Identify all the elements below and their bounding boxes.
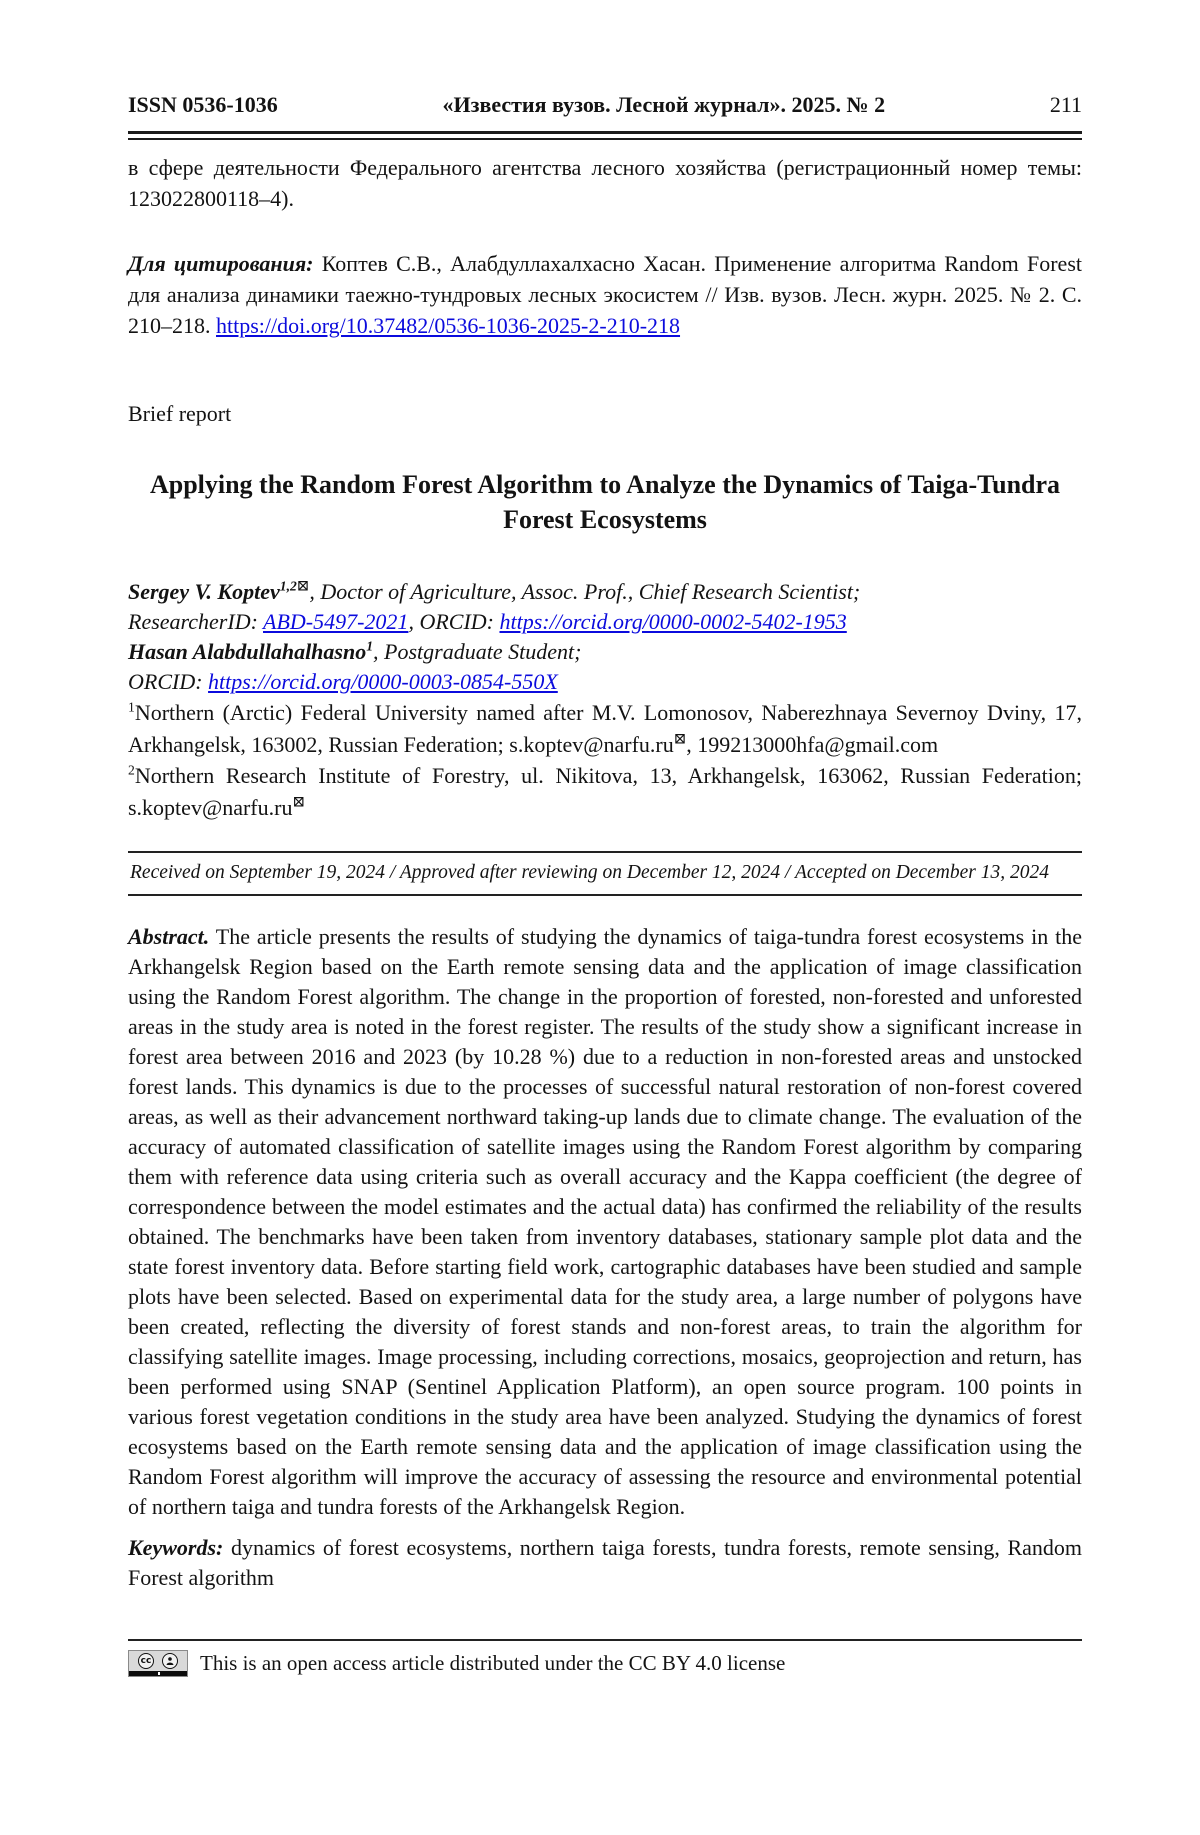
license-text: This is an open access article distributed under the CC BY 4.0 license (200, 1651, 786, 1675)
authors-block (128, 577, 1082, 697)
license-row (128, 1650, 1082, 1677)
keywords-text: dynamics of forest ecosystems, northern taiga forests, tundra forests, remote sensing, Random Forest algorithm (128, 1535, 1082, 1590)
report-type-label: Brief report (128, 401, 232, 426)
author-affil-sup-koptev: 1,2 (279, 578, 297, 594)
dates-block (128, 851, 1082, 896)
citation-paragraph (128, 248, 1082, 341)
orcid-label-hasan: ORCID: (128, 669, 209, 694)
abstract-label: Abstract. (128, 924, 210, 949)
cc-by-badge[interactable] (128, 1650, 188, 1677)
affiliation-1-sup: 1 (128, 699, 135, 715)
author-line-hasan (128, 637, 1082, 667)
funding-continuation-text: в сфере деятельности Федерального агентства лесного хозяйства (регистрационный номер темы: 123022800118–4). (128, 155, 1082, 211)
author-role-koptev: , Doctor of Agriculture, Assoc. Prof., Chief Research Scientist; (309, 579, 861, 604)
affiliation-2-sup: 2 (128, 762, 135, 778)
envelope-icon: ⊠ (292, 794, 305, 811)
affiliation-2 (128, 760, 1082, 823)
author-name-koptev: Sergey V. Koptev (128, 579, 280, 604)
author-line-koptev (128, 577, 1082, 607)
cc-icon: cc (138, 1653, 154, 1669)
abstract-paragraph (128, 922, 1082, 1522)
affiliation-1-tail: , 199213000hfa@gmail.com (686, 731, 939, 757)
doi-link[interactable]: https://doi.org/10.37482/0536-1036-2025-2-210-218 (216, 313, 681, 338)
abstract-text: The article presents the results of studying the dynamics of taiga-tundra forest ecosystems in the Arkhangelsk Region based on the Earth remote sensing data and the application of image classification using the Random Forest algorithm. The change in the proportion of forested, non-forested and unforested areas in the study area is noted in the forest register. The results of the study show a significant increase in forest area between 2016 and 2023 (by 10.28 %) due to a reduction in non-forested areas and unstocked forest lands. This dynamics is due to the processes of successful natural restoration of non-forest covered areas, as well as their advancement northward taking-up lands due to climate change. The evaluation of the accuracy of automated classification of satellite images using the Random Forest algorithm by comparing them with reference data using criteria such as overall accuracy and the Kappa coefficient (the degree of correspondence between the model estimates and the actual data) has confirmed the reliability of the results obtained. The benchmarks have been taken from inventory databases, stationary sample plot data and the state forest inventory data. Before starting field work, cartographic databases have been studied and sample plots have been selected. Based on experimental data for the study area, a large number of polygons have been created, reflecting the diversity of forest stands and non-forest areas, to train the algorithm for classifying satellite images. Image processing, including corrections, mosaics, geoprojection and return, has been performed using SNAP (Sentinel Application Platform), an open source program. 100 points in various forest vegetation conditions in the study area have been analyzed. Studying the dynamics of forest ecosystems based on the Earth remote sensing data and the application of image classification using the Random Forest algorithm will improve the accuracy of assessing the resource and environmental potential of northern taiga and tundra forests of the Arkhangelsk Region. (128, 924, 1082, 1519)
orcid-label-koptev: , ORCID: (408, 609, 500, 634)
citation-label: Для цитирования: (128, 251, 314, 276)
orcid-link-koptev[interactable]: https://orcid.org/0000-0002-5402-1953 (499, 609, 847, 634)
author-affil-sup-hasan: 1 (366, 638, 374, 654)
affiliation-2-text: Northern Research Institute of Forestry, ul. Nikitova, 13, Arkhangelsk, 163062, Russian Federation; s.koptev@narfu.ru (128, 763, 1082, 820)
funding-continuation-paragraph (128, 152, 1082, 214)
running-head (128, 92, 1082, 118)
affiliation-1 (128, 697, 1082, 760)
by-person-icon (162, 1653, 178, 1669)
license-divider (128, 1639, 1082, 1641)
issn-label: ISSN 0536-1036 (128, 92, 278, 117)
citation-text: Коптев С.В., Алабдуллахалхасно Хасан. Применение алгоритма Random Forest для анализа динамики таежно-тундровых лесных экосистем // Изв. вузов. Лесн. журн. 2025. № 2. С. 210–218. (128, 251, 1082, 338)
author-role-hasan: , Postgraduate Student; (373, 639, 582, 664)
researcher-id-link[interactable]: ABD-5497-2021 (263, 609, 409, 634)
affiliation-1-text: Northern (Arctic) Federal University named after M.V. Lomonosov, Naberezhnaya Severnoy Dviny, 17, Arkhangelsk, 163002, Russian Federation; s.koptev@narfu.ru (128, 700, 1082, 757)
author-ids-line-koptev (128, 607, 1082, 637)
author-ids-line-hasan (128, 667, 1082, 697)
cc-badge-bar (129, 1671, 187, 1676)
orcid-link-hasan[interactable]: https://orcid.org/0000-0003-0854-550X (208, 669, 558, 694)
affiliations-block (128, 697, 1082, 823)
page-number: 211 (1049, 92, 1082, 117)
header-divider (128, 131, 1082, 140)
journal-title-header: «Известия вузов. Лесной журнал». 2025. № 2 (442, 92, 886, 117)
article-title: Applying the Random Forest Algorithm to Analyze the Dynamics of Taiga-Tundra Forest Ecosystems (149, 470, 1061, 534)
envelope-icon: ⊠ (673, 731, 687, 748)
envelope-icon: ⊠ (296, 578, 310, 595)
researcher-id-label: ResearcherID: (128, 609, 264, 634)
dates-text: Received on September 19, 2024 / Approved after reviewing on December 12, 2024 / Accepted on December 13, 2024 (130, 862, 1049, 883)
keywords-label: Keywords: (128, 1535, 224, 1560)
keywords-paragraph (128, 1533, 1082, 1593)
author-name-hasan: Hasan Alabdullahalhasno (128, 639, 367, 664)
